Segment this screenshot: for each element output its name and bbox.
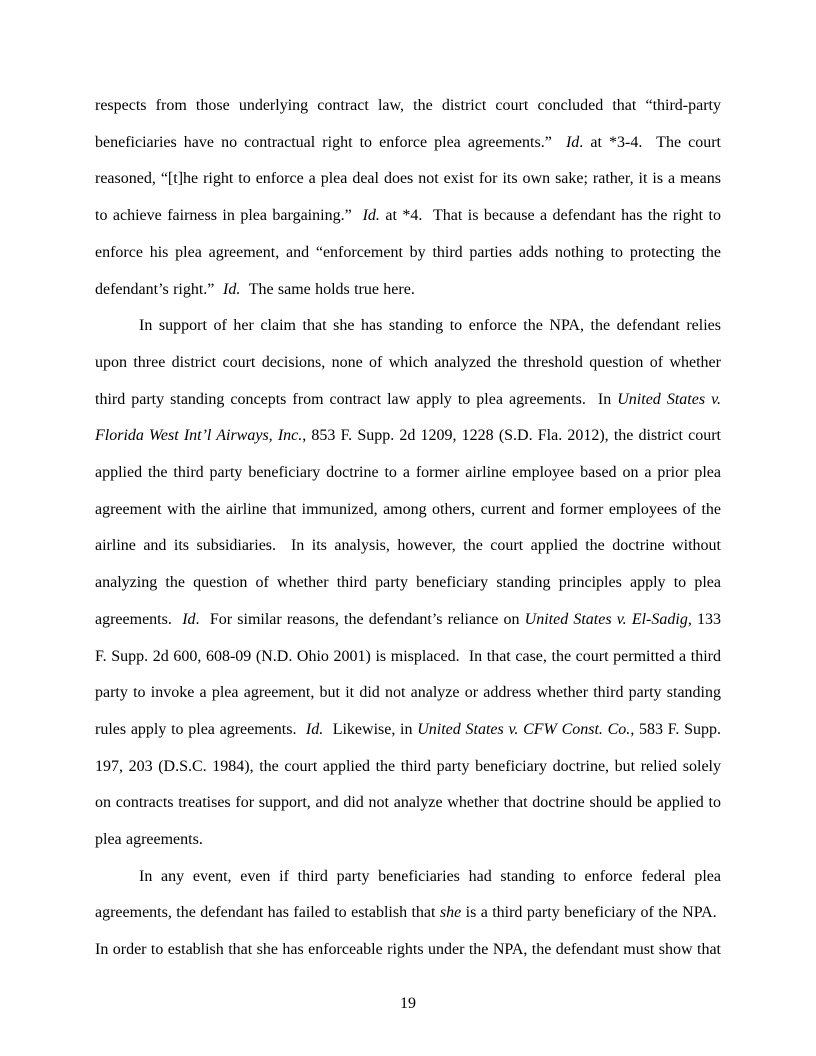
paragraph xyxy=(95,308,721,859)
text-run: , 133 F. Supp. 2d 600, 608-09 (N.D. Ohio 2001) is misplaced. In that case, the court permitted a third party to invoke a plea agreement, but it did not analyze or address whether third party standing rules apply to plea agreements. xyxy=(95,610,721,738)
italic-text-run: Id xyxy=(182,610,196,628)
paragraph xyxy=(95,859,721,969)
italic-text-run: Id xyxy=(565,133,580,151)
text-run: , 853 F. Supp. 2d 1209, 1228 (S.D. Fla. 2012), the district court applied the third party beneficiary doctrine to a former airline employee based on a prior plea agreement with the airline that immunized, among others, current and former employees of the airline and its subsidiaries. In its analysis, however, the court applied the doctrine without analyzing the question of whether third party beneficiary standing principles apply to plea agreements. xyxy=(95,427,721,628)
document-body xyxy=(95,88,721,969)
italic-text-run: Id. xyxy=(362,207,380,225)
text-run: In any event, even if third party beneficiaries had standing to enforce federal plea agreements, the defendant has failed to establish that xyxy=(95,867,721,922)
text-run: . For similar reasons, the defendant’s reliance on xyxy=(195,610,525,628)
italic-text-run: she xyxy=(439,904,462,922)
text-run: The same holds true here. xyxy=(240,280,415,298)
italic-text-run: Id. xyxy=(305,720,324,738)
text-run: is a third party beneficiary of the NPA. In order to establish that she has enforceable rights under the NPA, the defendant must show that xyxy=(95,904,721,959)
text-run: respects from those underlying contract law, the district court concluded that “third-party beneficiaries have no contractual right to enforce plea agreements.” xyxy=(95,97,721,151)
paragraph xyxy=(95,88,721,308)
text-run: . at *3-4. The court reasoned, “[t]he right to enforce a plea deal does not exist for its own sake; rather, it is a means to achieve fairness in plea bargaining.” xyxy=(95,133,721,225)
text-run: In support of her claim that she has standing to enforce the NPA, the defendant relies upon three district court decisions, none of which analyzed the threshold question of whether third party standing concepts from contract law apply to plea agreements. In xyxy=(95,317,721,408)
italic-text-run: United States v. CFW Const. Co. xyxy=(417,720,631,738)
text-run: at *4. That is because a defendant has the right to enforce his plea agreement, and “enforcement by third parties adds nothing to protecting the defendant’s right.” xyxy=(95,207,722,298)
text-run: Likewise, in xyxy=(323,720,418,738)
italic-text-run: Id. xyxy=(223,280,241,298)
italic-text-run: United States v. Florida West Int’l Airways, Inc. xyxy=(95,390,721,445)
page-number: 19 xyxy=(400,995,416,1012)
text-run: , 583 F. Supp. 197, 203 (D.S.C. 1984), the court applied the third party beneficiary doctrine, but relied solely on contracts treatises for support, and did not analyze whether that doctrine should be applied to plea agreements. xyxy=(95,720,721,849)
italic-text-run: United States v. El-Sadig xyxy=(524,610,688,628)
